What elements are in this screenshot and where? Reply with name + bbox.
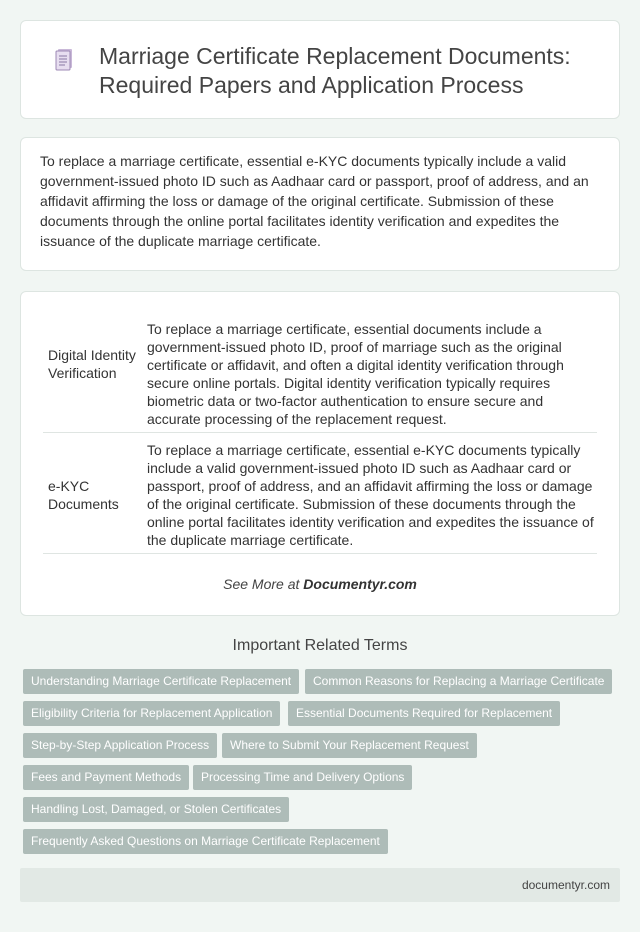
- related-tag[interactable]: Fees and Payment Methods: [23, 765, 189, 790]
- related-tag[interactable]: Eligibility Criteria for Replacement Application: [23, 701, 280, 726]
- related-tag[interactable]: Understanding Marriage Certificate Replacement: [23, 669, 299, 694]
- row-text: To replace a marriage certificate, essential documents include a government-issued photo ID, proof of marriage such as the original certificate or affidavit, and often a digital identity verification through secure online portals. Digital identity verification typically requires biometric data or two-factor authentication to ensure secure and accurate processing of the replacement request.: [147, 321, 564, 427]
- row-text: To replace a marriage certificate, essential e-KYC documents typically include a valid government-issued photo ID such as Aadhaar card or passport, proof of address, and an affidavit affirming the loss or damage of the original certificate. Submission of these documents through the online portal facilitates identity verification and expedites the issuance of the duplicate marriage certificate.: [147, 442, 594, 548]
- related-tag[interactable]: Common Reasons for Replacing a Marriage Certificate: [305, 669, 612, 694]
- related-tag[interactable]: Essential Documents Required for Replacement: [288, 701, 560, 726]
- column-divider: [141, 433, 143, 553]
- summary-text: To replace a marriage certificate, essential e-KYC documents typically include a valid government-issued photo ID such as Aadhaar card or passport, proof of address, and an affidavit affirming the loss or damage of the original certificate. Submission of these documents through the online portal facilitates identity verification and expedites the issuance of the duplicate marriage certificate.: [40, 153, 589, 249]
- row-label: e-KYC Documents: [48, 478, 119, 512]
- table-row: [43, 312, 597, 433]
- related-tag[interactable]: Step-by-Step Application Process: [23, 733, 217, 758]
- see-more-link[interactable]: [20, 576, 620, 592]
- footer-bar: [20, 868, 620, 902]
- see-more-site[interactable]: Documentyr.com: [303, 576, 417, 592]
- related-tag[interactable]: Frequently Asked Questions on Marriage Certificate Replacement: [23, 829, 388, 854]
- column-divider: [141, 312, 143, 432]
- row-label: Digital Identity Verification: [48, 347, 136, 381]
- page-title: Marriage Certificate Replacement Documents: Required Papers and Application Process: [99, 43, 571, 98]
- document-icon: [54, 48, 74, 72]
- related-tag[interactable]: Handling Lost, Damaged, or Stolen Certificates: [23, 797, 289, 822]
- related-tag[interactable]: Processing Time and Delivery Options: [193, 765, 412, 790]
- related-terms-title: Important Related Terms: [232, 637, 408, 654]
- see-more-prefix: See More at: [223, 576, 304, 592]
- table-row: [43, 433, 597, 554]
- related-tag[interactable]: Where to Submit Your Replacement Request: [222, 733, 477, 758]
- footer-site[interactable]: documentyr.com: [521, 878, 610, 892]
